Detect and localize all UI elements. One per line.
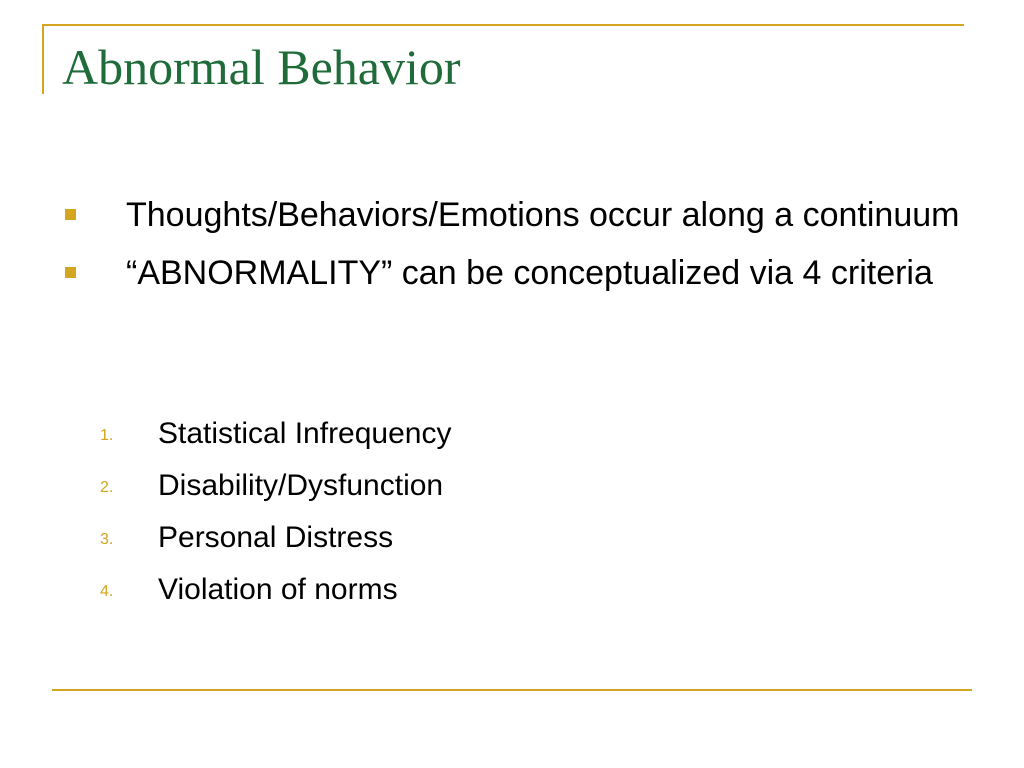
criteria-item bbox=[96, 564, 451, 616]
bullet-text: “ABNORMALITY” can be conceptualized via 4 criteria bbox=[126, 254, 933, 292]
criteria-number: 2. bbox=[100, 479, 114, 496]
criteria-item bbox=[96, 408, 451, 460]
square-bullet-icon bbox=[65, 209, 76, 220]
bullet-item bbox=[62, 188, 972, 242]
bullet-item bbox=[62, 246, 972, 300]
bullet-text: Thoughts/Behaviors/Emotions occur along a continuum bbox=[126, 196, 960, 234]
top-border-line bbox=[42, 24, 964, 26]
left-border-line bbox=[42, 24, 44, 94]
criteria-item bbox=[96, 512, 451, 564]
criteria-text: Personal Distress bbox=[158, 521, 394, 554]
criteria-number: 1. bbox=[100, 427, 114, 444]
bullet-list bbox=[62, 188, 972, 304]
criteria-list bbox=[96, 408, 451, 616]
slide-title: Abnormal Behavior bbox=[62, 39, 461, 95]
criteria-number: 3. bbox=[100, 531, 114, 548]
criteria-number: 4. bbox=[100, 583, 114, 600]
criteria-text: Disability/Dysfunction bbox=[158, 469, 444, 502]
square-bullet-icon bbox=[65, 267, 76, 278]
bottom-border-line bbox=[52, 689, 972, 691]
criteria-item bbox=[96, 460, 451, 512]
criteria-text: Statistical Infrequency bbox=[158, 417, 452, 450]
criteria-text: Violation of norms bbox=[158, 573, 398, 606]
